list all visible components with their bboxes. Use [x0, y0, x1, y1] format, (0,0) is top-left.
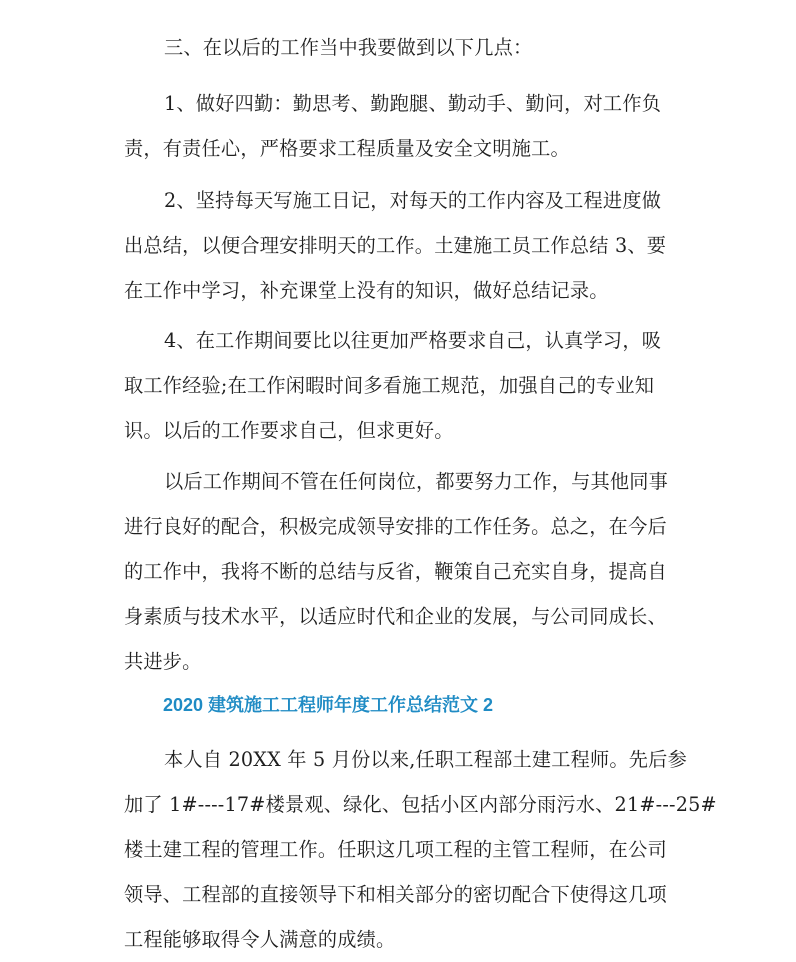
- text-line: 识。以后的工作要求自己，但求更好。: [124, 419, 454, 442]
- text-line: 工程能够取得令人满意的成绩。: [124, 928, 396, 951]
- text-line: 楼土建工程的管理工作。任职这几项工程的主管工程师，在公司: [124, 838, 667, 861]
- paragraph-item-1: [124, 81, 680, 171]
- text-line: 领导、工程部的直接领导下和相关部分的密切配合下使得这几项: [124, 883, 667, 906]
- text-line: 4、在工作期间要比以往更加严格要求自己，认真学习，吸: [164, 329, 662, 352]
- text-line: 2、坚持每天写施工日记，对每天的工作内容及工程进度做: [164, 189, 662, 212]
- text-line: 进行良好的配合，积极完成领导安排的工作任务。总之，在今后: [124, 515, 667, 538]
- paragraph-section-three: [124, 25, 680, 70]
- text-line: 责，有责任心，严格要求工程质量及安全文明施工。: [124, 137, 570, 160]
- text-line: 的工作中，我将不断的总结与反省，鞭策自己充实自身，提高自: [124, 560, 667, 583]
- paragraph-item-2: [124, 178, 680, 313]
- text-line: 取工作经验;在工作闲暇时间多看施工规范，加强自己的专业知: [124, 374, 655, 397]
- text-line: 本人自 20XX 年 5 月份以来,任职工程部土建工程师。先后参: [164, 748, 687, 771]
- text-line: 加了 1#----17#楼景观、绿化、包括小区内部分雨污水、21#---25#: [124, 793, 717, 816]
- text-line: 在工作中学习，补充课堂上没有的知识，做好总结记录。: [124, 279, 609, 302]
- paragraph-item-4: [124, 318, 680, 453]
- text-line: 出总结，以便合理安排明天的工作。土建施工员工作总结 3、要: [124, 234, 667, 257]
- section-heading: 2020 建筑施工工程师年度工作总结范文 2: [163, 695, 494, 715]
- text-line: 三、在以后的工作当中我要做到以下几点：: [164, 36, 533, 59]
- text-line: 共进步。: [124, 650, 202, 673]
- paragraph-conclusion: [124, 459, 680, 684]
- text-line: 身素质与技术水平，以适应时代和企业的发展，与公司同成长、: [124, 605, 667, 628]
- paragraph-intro: [124, 737, 717, 962]
- text-line: 以后工作期间不管在任何岗位，都要努力工作，与其他同事: [164, 470, 669, 493]
- text-line: 1、做好四勤：勤思考、勤跑腿、勤动手、勤问，对工作负: [164, 92, 662, 115]
